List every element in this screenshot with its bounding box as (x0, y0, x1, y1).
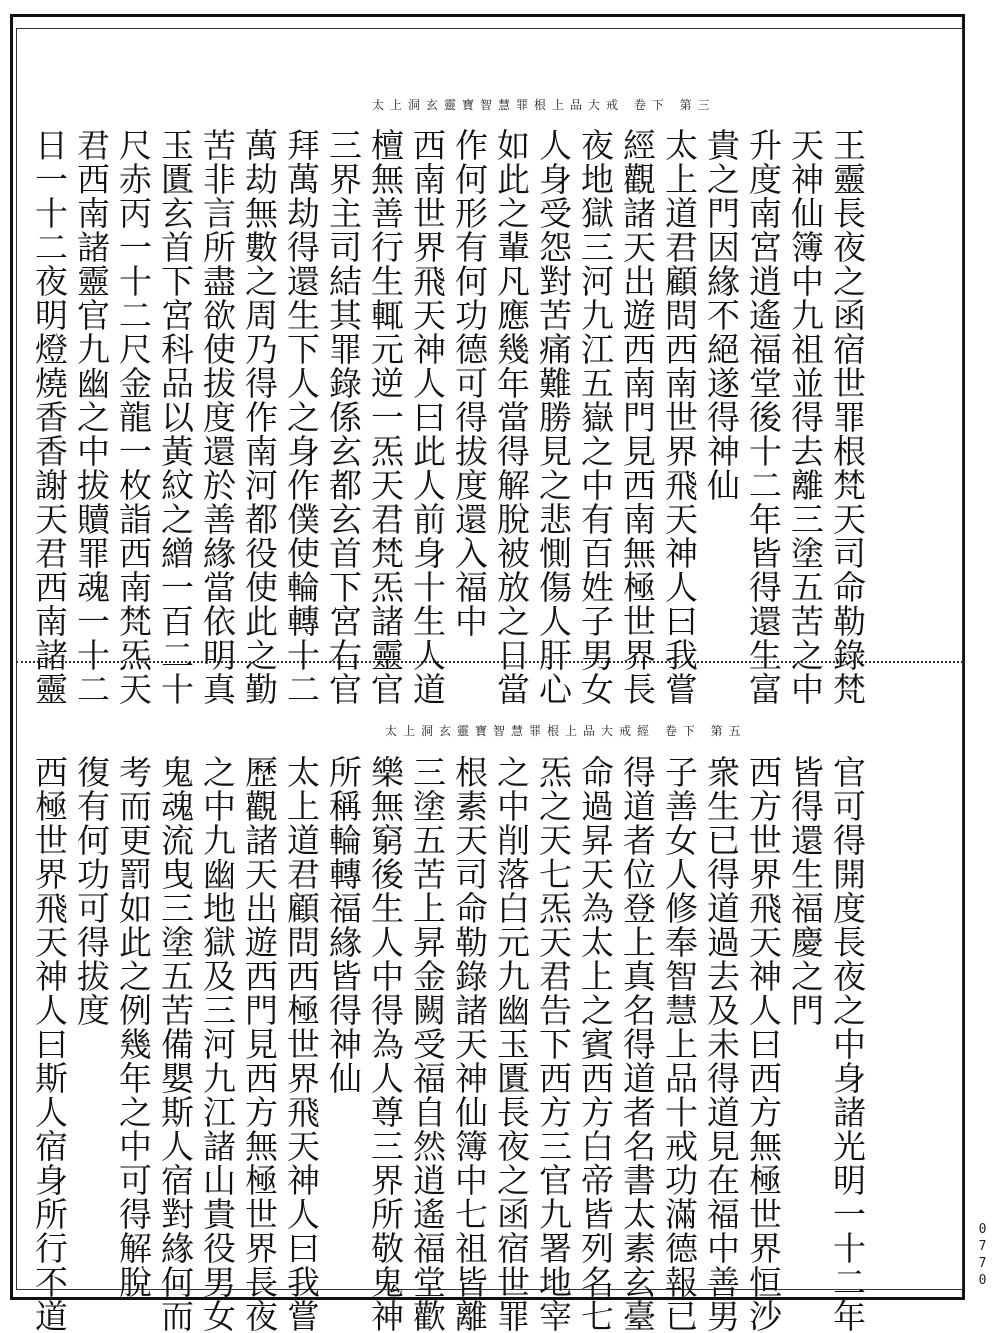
bottom-column: 西極世界飛天神人曰斯人宿身所行不道 (30, 755, 69, 1333)
top-column: 檀無善行生輒元逆一炁天君梵炁諸靈官 (366, 128, 405, 706)
page-number: 0770 (975, 1222, 990, 1290)
top-column: 拜萬劫得還生下人之身作僕使輪轉十二 (282, 128, 321, 706)
bottom-column: 樂無窮後生人中得為人尊三界所敬鬼神 (366, 755, 405, 1333)
bottom-column: 之中九幽地獄及三河九江諸山貴役男女 (198, 755, 237, 1333)
bottom-column: 考而更罰如此之例幾年之中可得解脫 (114, 755, 153, 1299)
bottom-column: 得道者位登上真名得道者名書太素玄臺 (618, 755, 657, 1333)
bottom-text-panel (28, 755, 868, 1333)
bottom-column: 歷觀諸天出遊西門見西方無極世界長夜 (240, 755, 279, 1333)
bottom-column: 皆得還生福慶之門 (786, 755, 825, 1027)
bottom-column: 命過昇天為太上之賓西方白帝皆列名七 (576, 755, 615, 1333)
bottom-column: 衆生已得道過去及未得道見在福中善男 (702, 755, 741, 1333)
top-column: 三界主司結其罪錄係玄都玄首下宮右官 (324, 128, 363, 706)
top-column: 玉匱玄首下宮科品以黃紋之繒一百二十 (156, 128, 195, 706)
bottom-column: 根素天司命勒錄諸天神仙簿中七祖皆離 (450, 755, 489, 1333)
top-column: 日一十二夜明燈燒香香謝天君西南諸靈 (30, 128, 69, 706)
top-column: 貴之門因緣不絕遂得神仙 (702, 128, 741, 502)
bottom-column: 鬼魂流曳三塗五苦備嬰斯人宿對緣何而 (156, 755, 195, 1333)
bottom-running-header: 太上洞玄靈寶智慧罪根上品大戒經 卷下 第五 (385, 724, 747, 738)
top-text-panel (28, 128, 868, 706)
top-column: 萬劫無數之周乃得作南河都役使此之勤 (240, 128, 279, 706)
top-column: 夜地獄三河九江五嶽之中有百姓子男女 (576, 128, 615, 706)
bottom-column: 三塗五苦上昇金闕受福自然逍遙福堂歡 (408, 755, 447, 1333)
top-column: 君西南諸靈官九幽之中拔贖罪魂一十二 (72, 128, 111, 706)
top-column: 王靈長夜之函宿世罪根梵天司命勒錄梵 (828, 128, 867, 706)
bottom-column: 復有何功可得拔度 (72, 755, 111, 1027)
top-column: 天神仙簿中九祖並得去離三塗五苦之中 (786, 128, 825, 706)
top-column: 苦非言所盡欲使拔度還於善緣當依明真 (198, 128, 237, 706)
bottom-column: 炁之天七炁天君告下西方三官九署地宰 (534, 755, 573, 1333)
top-column: 如此之輩凡應幾年當得解脫被放之日當 (492, 128, 531, 706)
bottom-column: 之中削落白元九幽玉匱長夜之函宿世罪 (492, 755, 531, 1333)
top-column: 經觀諸天出遊西南門見西南無極世界長 (618, 128, 657, 706)
top-column: 作何形有何功德可得拔度還入福中 (450, 128, 489, 638)
bottom-column: 所稱輪轉福緣皆得神仙 (324, 755, 363, 1095)
top-column: 西南世界飛天神人曰此人前身十生人道 (408, 128, 447, 706)
bottom-column: 官可得開度長夜之中身諸光明一十二年 (828, 755, 867, 1333)
bottom-column: 西方世界飛天神人曰西方無極世界恒沙 (744, 755, 783, 1333)
top-column: 人身受怨對苦痛難勝見之悲惻傷人肝心 (534, 128, 573, 706)
top-column: 太上道君顧問西南世界飛天神人曰我嘗 (660, 128, 699, 706)
top-column: 升度南宮逍遙福堂後十二年皆得還生富 (744, 128, 783, 706)
bottom-column: 太上道君顧問西極世界飛天神人曰我嘗 (282, 755, 321, 1333)
top-column: 尺赤丙一十二尺金龍一枚詣西南梵炁天 (114, 128, 153, 706)
bottom-column: 子善女人修奉智慧上品十戒功滿德報已 (660, 755, 699, 1333)
top-running-header: 太上洞玄靈寶智慧罪根上品大戒 卷下 第三 (372, 98, 716, 112)
